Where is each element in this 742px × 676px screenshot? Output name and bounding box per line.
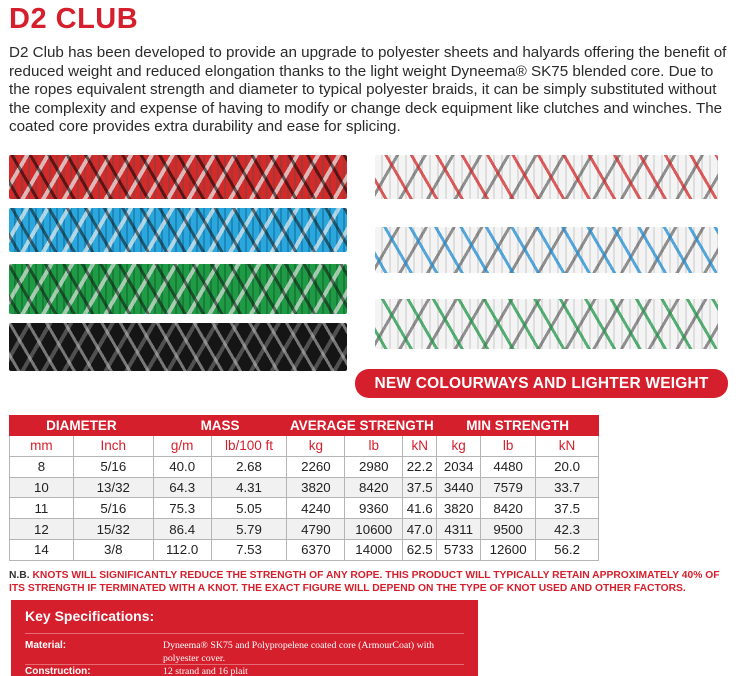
table-cell: 7.53 [211, 539, 287, 560]
table-cell: 2260 [287, 456, 345, 477]
divider [25, 664, 464, 665]
table-units-row [10, 436, 599, 457]
table-row [10, 539, 599, 560]
table-cell: 2980 [345, 456, 403, 477]
intro-paragraph: D2 Club has been developed to provide an upgrade to polyester sheets and halyards offering the benefit of reduced weight and reduced elongation thanks to the light weight Dyneema® SK75 blended core. Due to the ropes equivalent strength and diameter to typical polyester braids, it can be simply substituted without the complexity and expense of having to modify or change deck equipment like clutches and winches. The coated core provides extra durability and ease for splicing. [9, 44, 727, 136]
page-title: D2 CLUB [9, 3, 139, 35]
table-cell: 4480 [481, 456, 536, 477]
unit-cell: lb/100 ft [211, 436, 287, 457]
table-cell: 14 [10, 539, 74, 560]
table-cell: 3/8 [73, 539, 153, 560]
table-cell: 3820 [437, 498, 481, 519]
table-cell: 10600 [345, 519, 403, 540]
table-row [10, 519, 599, 540]
table-cell: 75.3 [153, 498, 211, 519]
unit-cell: lb [481, 436, 536, 457]
table-cell: 8420 [481, 498, 536, 519]
header-mass: MASS [153, 416, 287, 436]
spec-value-construction: 12 strand and 16 plait [163, 666, 248, 676]
table-cell: 7579 [481, 477, 536, 498]
table-cell: 4.31 [211, 477, 287, 498]
spec-label-material: Material: [25, 640, 67, 651]
table-group-header [10, 416, 599, 436]
table-cell: 9500 [481, 519, 536, 540]
table-cell: 47.0 [403, 519, 437, 540]
table-cell: 3440 [437, 477, 481, 498]
table-cell: 64.3 [153, 477, 211, 498]
table-cell: 11 [10, 498, 74, 519]
unit-cell: kN [403, 436, 437, 457]
table-cell: 3820 [287, 477, 345, 498]
table-cell: 5733 [437, 539, 481, 560]
table-cell: 10 [10, 477, 74, 498]
table-cell: 12 [10, 519, 74, 540]
table-cell: 56.2 [536, 539, 599, 560]
unit-cell: mm [10, 436, 74, 457]
table-cell: 20.0 [536, 456, 599, 477]
table-cell: 112.0 [153, 539, 211, 560]
note-text: KNOTS WILL SIGNIFICANTLY REDUCE THE STRENGTH OF ANY ROPE. THIS PRODUCT WILL TYPICALLY RETAIN APPROXIMATELY 40% OF ITS STRENGTH IF TERMINATED WITH A KNOT. THE EXACT FIGURE WILL DEPEND ON THE TYPE OF KNOT USED AND OTHER FACTORS. [9, 570, 720, 595]
table-cell: 13/32 [73, 477, 153, 498]
table-cell: 37.5 [536, 498, 599, 519]
header-diameter: DIAMETER [10, 416, 154, 436]
table-cell: 5/16 [73, 498, 153, 519]
table-cell: 33.7 [536, 477, 599, 498]
rope-sample-white-blue [375, 227, 718, 273]
table-cell: 12600 [481, 539, 536, 560]
table-cell: 8 [10, 456, 74, 477]
table-cell: 86.4 [153, 519, 211, 540]
table-cell: 9360 [345, 498, 403, 519]
table-row [10, 456, 599, 477]
table-cell: 4311 [437, 519, 481, 540]
knot-warning-note [9, 569, 737, 595]
table-cell: 2.68 [211, 456, 287, 477]
colourways-badge: NEW COLOURWAYS AND LIGHTER WEIGHT [355, 369, 728, 398]
rope-sample-white-green [375, 299, 718, 349]
unit-cell: kg [437, 436, 481, 457]
spec-label-construction: Construction: [25, 666, 91, 676]
table-cell: 6370 [287, 539, 345, 560]
table-row [10, 477, 599, 498]
spec-value-material: Dyneema® SK75 and Polypropelene coated core (ArmourCoat) with polyester cover. [163, 640, 435, 664]
key-specifications-box [11, 600, 478, 676]
header-average-strength: AVERAGE STRENGTH [287, 416, 437, 436]
rope-sample-red [9, 155, 347, 199]
table-cell: 37.5 [403, 477, 437, 498]
rope-sample-blue [9, 208, 347, 252]
table-cell: 2034 [437, 456, 481, 477]
table-cell: 4240 [287, 498, 345, 519]
specification-table [9, 415, 599, 561]
table-cell: 42.3 [536, 519, 599, 540]
rope-sample-black [9, 323, 347, 371]
divider [25, 633, 464, 634]
table-cell: 5.05 [211, 498, 287, 519]
table-cell: 22.2 [403, 456, 437, 477]
table-cell: 8420 [345, 477, 403, 498]
table-cell: 62.5 [403, 539, 437, 560]
key-specs-heading: Key Specifications: [25, 608, 155, 624]
table-cell: 14000 [345, 539, 403, 560]
rope-sample-white-red [375, 155, 718, 199]
table-cell: 15/32 [73, 519, 153, 540]
unit-cell: kN [536, 436, 599, 457]
table-cell: 5/16 [73, 456, 153, 477]
unit-cell: kg [287, 436, 345, 457]
table-cell: 41.6 [403, 498, 437, 519]
unit-cell: g/m [153, 436, 211, 457]
table-cell: 4790 [287, 519, 345, 540]
header-min-strength: MIN STRENGTH [437, 416, 599, 436]
table-row [10, 498, 599, 519]
note-prefix: N.B. [9, 570, 30, 581]
unit-cell: lb [345, 436, 403, 457]
unit-cell: Inch [73, 436, 153, 457]
table-cell: 40.0 [153, 456, 211, 477]
rope-sample-green [9, 264, 347, 314]
table-cell: 5.79 [211, 519, 287, 540]
